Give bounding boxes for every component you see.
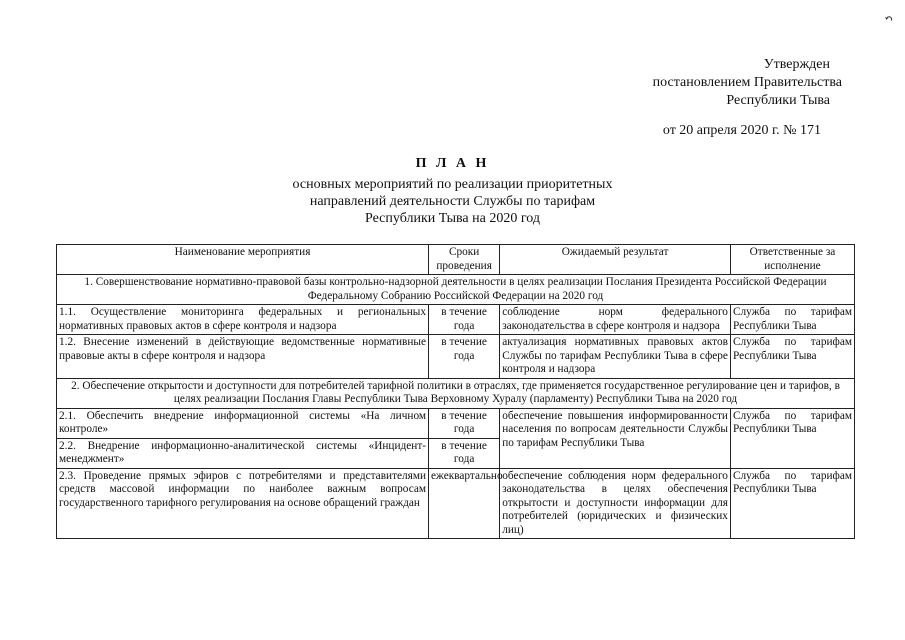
- responsible-cell: Служба по тарифам Республики Тыва: [730, 305, 854, 335]
- activity-name-cell: 1.1. Осуществление мониторинга федеральных и региональных нормативных правовых актов в сфере контроля и надзора: [57, 305, 429, 335]
- section-heading-2: 2. Обеспечение открытости и доступности для потребителей тарифной политики в отраслях, где применяется государственное регулирование цен и тарифов, в целях реализации Послания Главы Республики Тыва Верховному Хуралу (парламенту) Республики Тыва на 2020 год: [57, 378, 855, 408]
- activity-name-cell: 2.2. Внедрение информационно-аналитической системы «Инцидент-менеджмент»: [57, 438, 429, 468]
- activity-name-cell: 1.2. Внесение изменений в действующие ведомственные нормативные правовые акты в сфере контроля и надзора: [57, 335, 429, 379]
- section-heading-1: 1. Совершенствование нормативно-правовой базы контрольно-надзорной деятельности в целях реализации Послания Президента Российской Федерации Федеральному Собранию Российской Федерации на 2020 год: [57, 275, 855, 305]
- plan-title: П Л А Н: [415, 156, 490, 171]
- table-header-row: [57, 245, 855, 275]
- result-cell: актуализация нормативных правовых актов Службы по тарифам Республики Тыва в сфере контроля и надзора: [500, 335, 731, 379]
- header-expected-result: Ожидаемый результат: [500, 245, 731, 275]
- activity-name-cell: 2.1. Обеспечить внедрение информационной системы «На личном контроле»: [57, 408, 429, 438]
- plan-subtitle-line-3: Республики Тыва на 2020 год: [365, 211, 540, 226]
- section-row-2: [57, 378, 855, 408]
- responsible-cell: Служба по тарифам Республики Тыва: [730, 335, 854, 379]
- term-cell: в течение года: [429, 335, 500, 379]
- approval-line-approved: Утвержден: [763, 57, 830, 72]
- header-activity-name: Наименование мероприятия: [57, 245, 429, 275]
- table-row-2-3: [57, 468, 855, 539]
- approval-line-resolution: постановлением Правительства: [652, 75, 842, 90]
- result-cell: соблюдение норм федерального законодательства в сфере контроля и надзора: [500, 305, 731, 335]
- header-terms: Сроки проведения: [429, 245, 500, 275]
- result-cell-merged: обеспечение повышения информированности населения по вопросам деятельности Службы по тарифам Республики Тыва: [500, 408, 731, 468]
- table-row-2-1: [57, 408, 855, 438]
- table-row-1-2: [57, 335, 855, 379]
- approval-line-republic: Республики Тыва: [726, 93, 830, 108]
- activity-name-cell: 2.3. Проведение прямых эфиров с потребителями и представителями средств массовой информации по наиболее важным вопросам государственного тарифного регулирования на основе обращений граждан: [57, 468, 429, 539]
- plan-subtitle-line-1: основных мероприятий по реализации приоритетных: [292, 177, 613, 192]
- section-row-1: [57, 275, 855, 305]
- plan-subtitle-line-2: направлений деятельности Службы по тарифам: [309, 194, 596, 209]
- plan-subtitle: [0, 176, 905, 227]
- term-cell: в течение года: [429, 305, 500, 335]
- plan-table: [56, 244, 855, 539]
- approval-date: от 20 апреля 2020 г. № 171: [662, 123, 821, 138]
- term-cell: в течение года: [429, 408, 500, 438]
- result-cell: обеспечение соблюдения норм федерального законодательства в целях обеспечения открытости и доступности информации для потребителей (юридических и физических лиц): [500, 468, 731, 539]
- approval-block: [560, 56, 890, 140]
- corner-handwritten-mark: ↶: [881, 11, 896, 27]
- responsible-cell-merged: Служба по тарифам Республики Тыва: [730, 408, 854, 468]
- term-cell: в течение года: [429, 438, 500, 468]
- term-cell: ежеквартально: [429, 468, 500, 539]
- table-row-1-1: [57, 305, 855, 335]
- responsible-cell: Служба по тарифам Республики Тыва: [730, 468, 854, 539]
- header-responsible: Ответственные за исполнение: [730, 245, 854, 275]
